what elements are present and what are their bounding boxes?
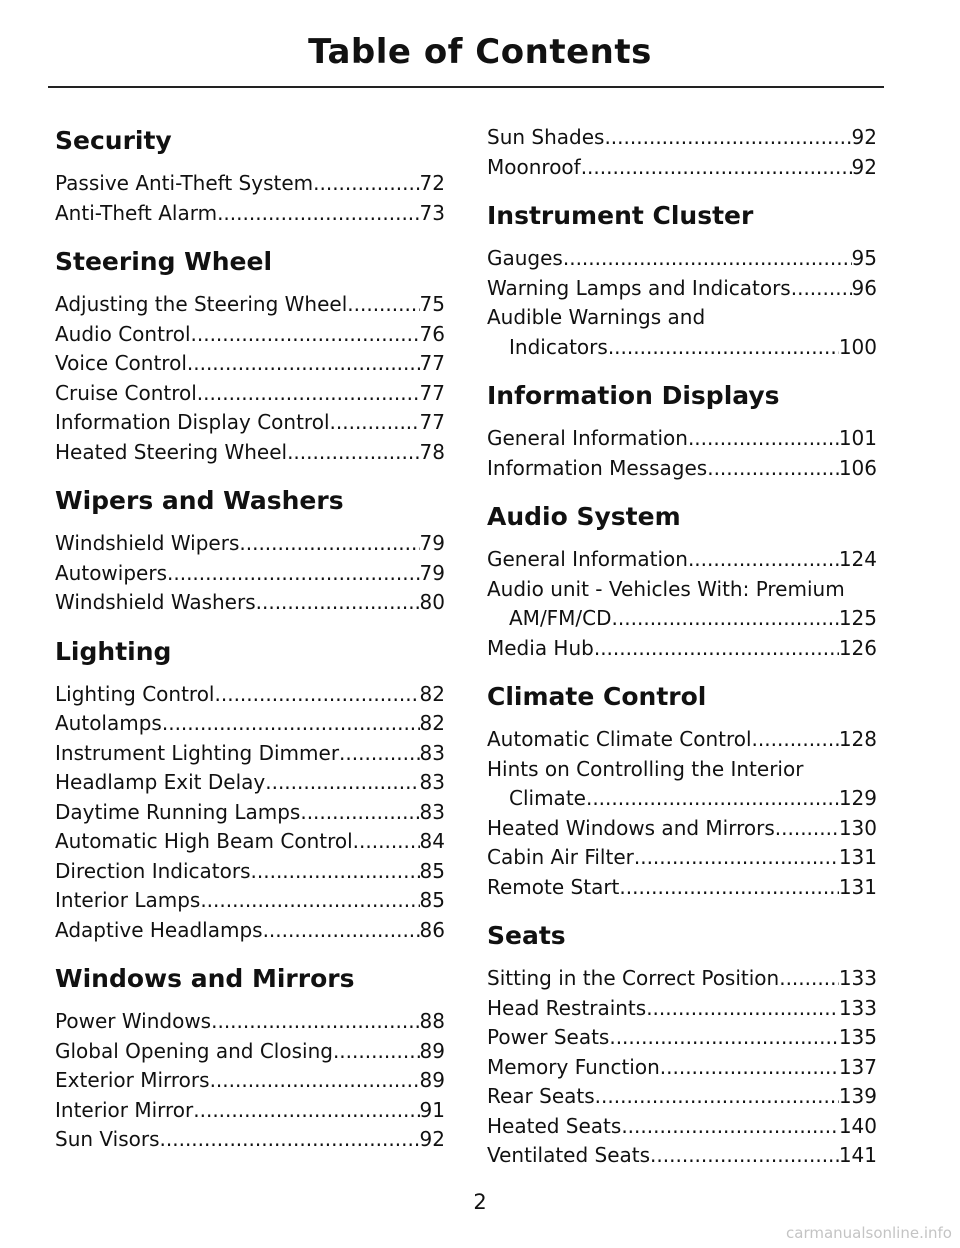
toc-entry[interactable]: [55, 827, 445, 857]
toc-entry[interactable]: [487, 814, 877, 844]
dot-leader: [256, 588, 420, 618]
section-heading: Audio System: [487, 502, 681, 531]
dot-leader: [604, 123, 851, 153]
entry-title: Hints on Controlling the Interior: [487, 756, 804, 781]
entry-title: Adjusting the Steering Wheel: [55, 292, 348, 316]
entry-title: Heated Seats: [487, 1113, 622, 1138]
toc-entry[interactable]: [487, 545, 877, 575]
entry-page-number: 92: [419, 1127, 445, 1151]
entry-title: Interior Lamps: [55, 888, 201, 912]
toc-entry[interactable]: [487, 725, 877, 755]
dot-leader: [239, 529, 419, 559]
dot-leader: [215, 680, 420, 710]
page-title: Table of Contents: [308, 32, 652, 72]
dot-leader: [608, 333, 839, 363]
dot-leader: [193, 1096, 419, 1126]
entry-title: Windshield Washers: [55, 590, 256, 614]
toc-entry[interactable]: [55, 290, 445, 320]
toc-entry[interactable]: [487, 1141, 877, 1171]
toc-entry[interactable]: [55, 320, 445, 350]
dot-leader: [263, 916, 420, 946]
entry-page-number: 139: [838, 1084, 877, 1108]
dot-leader: [634, 843, 839, 873]
section-heading: Steering Wheel: [55, 247, 273, 276]
entry-page-number: 75: [419, 292, 445, 316]
toc-entry[interactable]: [55, 857, 445, 887]
toc-entry[interactable]: [487, 575, 877, 634]
toc-section-wipers-and-washers: [55, 483, 445, 618]
toc-section-lighting: [55, 634, 445, 946]
toc-section-audio-system: [487, 499, 877, 663]
entry-page-number: 133: [838, 995, 877, 1020]
entry-page-number: 80: [419, 590, 445, 614]
page-number: 2: [473, 1190, 487, 1214]
toc-entry[interactable]: [487, 873, 877, 903]
dot-leader: [650, 1141, 839, 1171]
entry-title: Automatic High Beam Control: [55, 829, 353, 853]
entry-title: Direction Indicators: [55, 858, 251, 883]
entry-page-number: 76: [419, 321, 445, 346]
entry-page-number: 125: [838, 606, 877, 630]
dot-leader: [197, 379, 420, 409]
entry-page-number: 73: [419, 200, 445, 225]
entry-page-number: 141: [838, 1143, 877, 1167]
dot-leader: [595, 1082, 839, 1112]
toc-entry[interactable]: [55, 768, 445, 798]
toc-entry[interactable]: [487, 755, 877, 814]
section-heading: Seats: [487, 921, 566, 950]
entry-title: Voice Control: [55, 351, 187, 375]
toc-entry[interactable]: [55, 529, 445, 559]
entry-page-number: 77: [419, 351, 445, 375]
toc-entry[interactable]: [55, 680, 445, 710]
toc-section-climate-control: [487, 679, 877, 902]
entry-page-number: 79: [419, 531, 445, 555]
dot-leader: [752, 725, 839, 755]
entry-title: Lighting Control: [55, 681, 215, 706]
section-heading: Climate Control: [487, 682, 707, 711]
entry-title: Interior Mirror: [55, 1097, 194, 1122]
entry-title: Sun Visors: [55, 1127, 160, 1151]
entry-title: Ventilated Seats: [487, 1143, 651, 1167]
entry-title: Sitting in the Correct Position: [487, 966, 780, 990]
entry-page-number: 77: [419, 410, 445, 434]
entry-title: Heated Windows and Mirrors: [487, 815, 775, 840]
entry-title: Power Windows: [55, 1009, 212, 1033]
entry-title: Audible Warnings and: [487, 305, 706, 329]
entry-page-number: 79: [419, 560, 445, 585]
toc-section-seats: [487, 918, 877, 1171]
entry-page-number: 129: [838, 786, 877, 810]
dot-leader: [619, 873, 838, 903]
entry-title: Exterior Mirrors: [55, 1068, 210, 1092]
entry-title: Media Hub: [487, 635, 594, 660]
dot-leader: [333, 1037, 420, 1067]
dot-leader: [187, 349, 420, 379]
dot-leader: [353, 827, 420, 857]
entry-page-number: 84: [419, 829, 445, 853]
toc-section-security: [55, 123, 445, 228]
entry-title: Automatic Climate Control: [487, 727, 752, 751]
toc-entry[interactable]: [55, 1037, 445, 1067]
dot-leader: [251, 857, 420, 887]
entry-page-number: 101: [838, 426, 877, 450]
entry-title: Anti-Theft Alarm: [55, 200, 218, 225]
dot-leader: [265, 768, 419, 798]
toc-section-windows-and-mirrors: [55, 961, 445, 1155]
toc-entry[interactable]: [55, 408, 445, 438]
toc-entry[interactable]: [55, 559, 445, 589]
toc-entry[interactable]: [487, 994, 877, 1024]
entry-page-number: 133: [838, 966, 877, 990]
toc-entry[interactable]: [487, 123, 877, 153]
toc-entry[interactable]: [55, 379, 445, 409]
toc-entry[interactable]: [487, 274, 877, 304]
dot-leader: [688, 545, 839, 575]
entry-title: Instrument Lighting Dimmer: [55, 740, 340, 765]
entry-title: Windshield Wipers: [55, 531, 240, 555]
entry-title: Memory Function: [487, 1054, 660, 1079]
entry-title: Global Opening and Closing: [55, 1038, 333, 1063]
toc-entry[interactable]: [487, 1082, 877, 1112]
entry-title: Moonroof: [487, 154, 581, 179]
entry-page-number: 137: [838, 1054, 877, 1079]
entry-title: Headlamp Exit Delay: [55, 770, 266, 794]
entry-continuation: [487, 604, 877, 634]
entry-page-number: 92: [851, 125, 877, 149]
dot-leader: [646, 994, 839, 1024]
toc-entry[interactable]: [55, 199, 445, 229]
entry-page-number: 128: [838, 727, 877, 751]
entry-continuation: [487, 784, 877, 814]
entry-title: Daytime Running Lamps: [55, 799, 301, 824]
entry-page-number: 83: [419, 770, 445, 794]
dot-leader: [211, 1007, 419, 1037]
entry-title: Warning Lamps and Indicators: [487, 275, 791, 300]
entry-title: Heated Steering Wheel: [55, 439, 288, 464]
dot-leader: [217, 199, 419, 229]
entry-title-continued: Climate: [509, 786, 586, 810]
dot-leader: [586, 784, 839, 814]
section-heading: Information Displays: [487, 381, 780, 410]
dot-leader: [313, 169, 419, 199]
entry-title: Remote Start: [487, 874, 620, 899]
toc-left-column: [55, 123, 445, 1171]
entry-title: Information Display Control: [55, 410, 330, 434]
section-heading: Security: [55, 126, 172, 155]
toc-entry[interactable]: [55, 886, 445, 916]
entry-page-number: 130: [838, 815, 877, 840]
toc-entry[interactable]: [487, 303, 877, 362]
toc-section-steering-wheel: [55, 244, 445, 467]
dot-leader: [581, 153, 852, 183]
dot-leader: [287, 438, 419, 468]
entry-page-number: 91: [419, 1097, 445, 1122]
dot-leader: [609, 1023, 838, 1053]
dot-leader: [594, 634, 839, 664]
entry-page-number: 106: [838, 455, 877, 480]
entry-page-number: 126: [838, 635, 877, 660]
toc-right-column: [487, 123, 877, 1187]
section-heading: Windows and Mirrors: [55, 964, 355, 993]
entry-page-number: 131: [838, 845, 877, 869]
toc-entry[interactable]: [487, 1023, 877, 1053]
entry-title: Autolamps: [55, 711, 162, 735]
toc-entry[interactable]: [487, 424, 877, 454]
toc-entry[interactable]: [487, 964, 877, 994]
toc-entry[interactable]: [55, 438, 445, 468]
dot-leader: [167, 559, 420, 589]
entry-page-number: 95: [851, 246, 877, 270]
entry-title: Head Restraints: [487, 995, 647, 1020]
dot-leader: [339, 739, 420, 769]
entry-page-number: 92: [851, 154, 877, 179]
dot-leader: [300, 798, 419, 828]
toc-entry[interactable]: [55, 1125, 445, 1155]
toc-entry[interactable]: [55, 588, 445, 618]
toc-entry[interactable]: [487, 634, 877, 664]
toc-entry[interactable]: [487, 1112, 877, 1142]
toc-entry[interactable]: [487, 153, 877, 183]
entry-page-number: 131: [838, 874, 877, 899]
dot-leader: [779, 964, 839, 994]
entry-page-number: 78: [419, 439, 445, 464]
dot-leader: [210, 1066, 420, 1096]
dot-leader: [775, 814, 839, 844]
dot-leader: [621, 1112, 838, 1142]
toc-entry[interactable]: [55, 709, 445, 739]
toc-entry[interactable]: [55, 169, 445, 199]
toc-entry[interactable]: [55, 349, 445, 379]
dot-leader: [162, 709, 420, 739]
entry-title: Gauges: [487, 246, 563, 270]
entry-title: Adaptive Headlamps: [55, 917, 263, 942]
entry-title-continued: Indicators: [509, 334, 608, 359]
entry-page-number: 124: [838, 547, 877, 571]
entry-title: Cabin Air Filter: [487, 845, 634, 869]
dot-leader: [200, 886, 419, 916]
entry-title: Cruise Control: [55, 380, 197, 405]
entry-continuation: [487, 333, 877, 363]
entry-title: Passive Anti-Theft System: [55, 171, 314, 195]
toc-entry[interactable]: [55, 1096, 445, 1126]
dot-leader: [330, 408, 420, 438]
toc-entry[interactable]: [55, 916, 445, 946]
entry-page-number: 85: [419, 858, 445, 883]
dot-leader: [347, 290, 419, 320]
dot-leader: [191, 320, 420, 350]
entry-page-number: 88: [419, 1009, 445, 1033]
entry-title: Rear Seats: [487, 1084, 595, 1108]
toc-entry[interactable]: [487, 454, 877, 484]
entry-page-number: 83: [419, 799, 445, 824]
toc-entry[interactable]: [487, 1053, 877, 1083]
entry-title: Information Messages: [487, 455, 708, 480]
title-divider: [48, 86, 884, 88]
dot-leader: [688, 424, 839, 454]
entry-page-number: 96: [851, 275, 877, 300]
toc-entry[interactable]: [487, 843, 877, 873]
entry-page-number: 140: [838, 1113, 877, 1138]
dot-leader: [612, 604, 839, 634]
toc-section-instrument-cluster: [487, 198, 877, 362]
entry-title: General Information: [487, 426, 688, 450]
entry-page-number: 135: [838, 1025, 877, 1049]
section-heading: Lighting: [55, 636, 172, 666]
entry-title: Sun Shades: [487, 125, 605, 149]
section-heading: Instrument Cluster: [487, 201, 754, 230]
entry-page-number: 86: [419, 917, 445, 942]
entry-title: Power Seats: [487, 1025, 610, 1049]
entry-title: Autowipers: [55, 560, 167, 585]
dot-leader: [563, 244, 852, 274]
toc-entry[interactable]: [55, 798, 445, 828]
toc-section-information-displays: [487, 378, 877, 483]
toc-entry[interactable]: [487, 244, 877, 274]
entry-page-number: 77: [419, 380, 445, 405]
toc-entry[interactable]: [55, 1066, 445, 1096]
entry-page-number: 82: [419, 711, 445, 735]
toc-entry[interactable]: [55, 1007, 445, 1037]
entry-title: Audio unit - Vehicles With: Premium: [487, 576, 845, 601]
entry-title: General Information: [487, 547, 688, 571]
entry-title-continued: AM/FM/CD: [509, 606, 612, 630]
watermark: carmanualsonline.info: [786, 1224, 952, 1242]
entry-page-number: 100: [838, 334, 877, 359]
toc-section-continued: [487, 123, 877, 182]
entry-title: Audio Control: [55, 321, 191, 346]
toc-entry[interactable]: [55, 739, 445, 769]
section-heading: Wipers and Washers: [55, 486, 344, 515]
entry-page-number: 85: [419, 888, 445, 912]
dot-leader: [791, 274, 852, 304]
dot-leader: [160, 1125, 420, 1155]
dot-leader: [707, 454, 839, 484]
entry-page-number: 89: [419, 1068, 445, 1092]
entry-page-number: 72: [419, 171, 445, 195]
entry-page-number: 89: [419, 1038, 445, 1063]
dot-leader: [660, 1053, 839, 1083]
entry-page-number: 82: [419, 681, 445, 706]
entry-page-number: 83: [419, 740, 445, 765]
